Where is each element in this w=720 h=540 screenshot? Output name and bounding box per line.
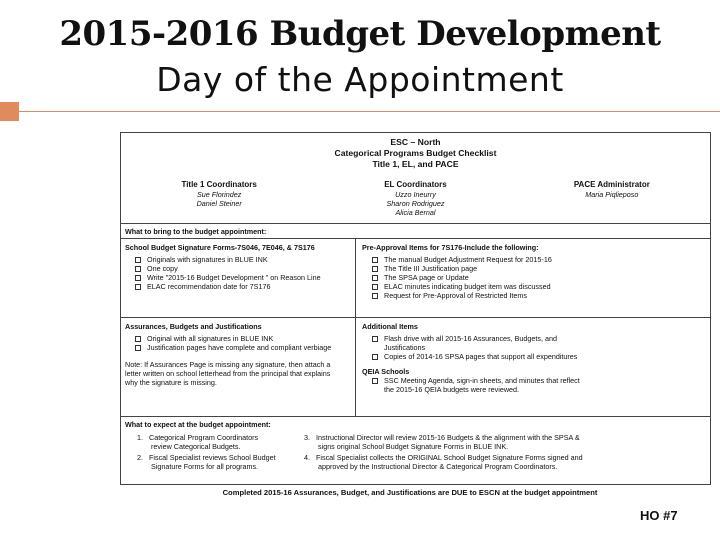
checkbox [135,257,141,263]
slide-title-line1: 2015-2016 Budget Development [59,14,661,54]
checklist-item: Copies of 2014-16 SPSA pages that support all expenditures [358,352,712,361]
checklist-item-continued: Justifications [384,343,426,352]
bring-heading: What to bring to the budget appointment: [125,227,267,236]
checkbox [372,257,378,263]
checklist-item: ELAC recommendation date for 7S176 [121,282,355,291]
header-line-2: Categorical Programs Budget Checklist [334,148,497,158]
checklist-item: Flash drive with all 2015-16 Assurances, Budgets, and [358,334,712,343]
handout-label: HO #7 [640,508,678,523]
divider [121,223,710,224]
role-name: Sue Florindez [196,190,242,199]
checklist-item: The manual Budget Adjustment Request for 2015-16 [358,255,712,264]
checkbox [372,354,378,360]
note-line: Note: If Assurances Page is missing any signature, then attach a [125,360,331,369]
budget-checklist-document [120,132,711,485]
checklist-item-continued: the 2015-16 QEIA budgets were reviewed. [384,385,520,394]
checkbox [135,336,141,342]
checklist-item: Write "2015-16 Budget Development " on Reason Line [121,273,355,282]
note-line: why the signature is missing. [125,378,217,387]
checkbox [372,378,378,384]
checklist-item: Request for Pre-Approval of Restricted Items [358,291,712,300]
checkbox [135,266,141,272]
divider [121,416,710,417]
checklist-item: One copy [121,264,355,273]
checkbox [372,293,378,299]
role-name: Sharon Rodriguez [386,199,445,208]
role-el [317,180,513,217]
section-heading: Additional Items [362,322,418,331]
role-name: Alicia Bernal [395,208,436,217]
role-title: Title 1 Coordinators [181,180,257,189]
checkbox [372,336,378,342]
header-line-1: ESC – North [390,137,441,147]
role-name: Maria Piqlieposo [585,190,639,199]
checklist-item: ELAC minutes indicating budget item was discussed [358,282,712,291]
pre-approval-section [358,243,712,300]
checkbox [135,345,141,351]
assurances-section [121,322,355,387]
checklist-item: The SPSA page or Update [358,273,712,282]
section-heading: Assurances, Budgets and Justifications [125,322,262,331]
checklist-item: The Title III Justification page [358,264,712,273]
divider [121,317,710,318]
role-title: PACE Administrator [573,180,650,189]
checklist-item: SSC Meeting Agenda, sign-in sheets, and minutes that reflect [358,376,712,385]
checkbox [135,275,141,281]
expect-section [121,420,710,473]
checklist-item: Original with all signatures in BLUE INK [121,334,355,343]
checklist-header [121,137,710,170]
expect-item: 2. Fiscal Specialist reviews School Budget Signature Forms for all programs. [137,453,276,471]
checklist-item: Originals with signatures in BLUE INK [121,255,355,264]
qeia-heading: QEIA Schools [362,367,410,376]
checkbox [372,266,378,272]
role-title1 [121,180,317,217]
section-heading: What to expect at the budget appointment: [125,420,271,429]
role-name: Daniel Steiner [196,199,242,208]
section-heading: Pre-Approval Items for 7S176-Include the following: [362,243,539,252]
checklist-item: Justification pages have complete and compliant verbiage [121,343,355,352]
expect-item: 4. Fiscal Specialist collects the ORIGINAL School Budget Signature Forms signed and approved by the Instructional Director & Categorical Program Coordinators. [304,453,583,471]
column-divider [355,238,356,416]
accent-divider [19,111,720,112]
checkbox [372,275,378,281]
checkbox [372,284,378,290]
note-line: letter written on school letterhead from the principal that explains [125,369,331,378]
expect-item: 3. Instructional Director will review 2015-16 Budgets & the alignment with the SPSA & signs original School Budget Signature Forms in BLUE INK. [304,433,580,451]
accent-block [0,102,19,121]
slide-title-line2: Day of the Appointment [156,60,564,99]
additional-items-section [358,322,712,394]
checkbox [135,284,141,290]
role-title: EL Coordinators [384,180,447,189]
checklist-footer: Completed 2015-16 Assurances, Budget, and Justifications are DUE to ESCN at the budget appointment [222,488,598,497]
divider [121,238,710,239]
signature-forms-section [121,243,355,291]
section-heading: School Budget Signature Forms-7S046, 7E046, & 7S176 [125,243,315,252]
role-name: Uzzo Ineurry [395,190,436,199]
expect-item: 1. Categorical Program Coordinators review Categorical Budgets. [137,433,259,451]
role-pace [514,180,710,217]
role-columns [121,180,710,217]
header-line-3: Title 1, EL, and PACE [372,159,459,169]
